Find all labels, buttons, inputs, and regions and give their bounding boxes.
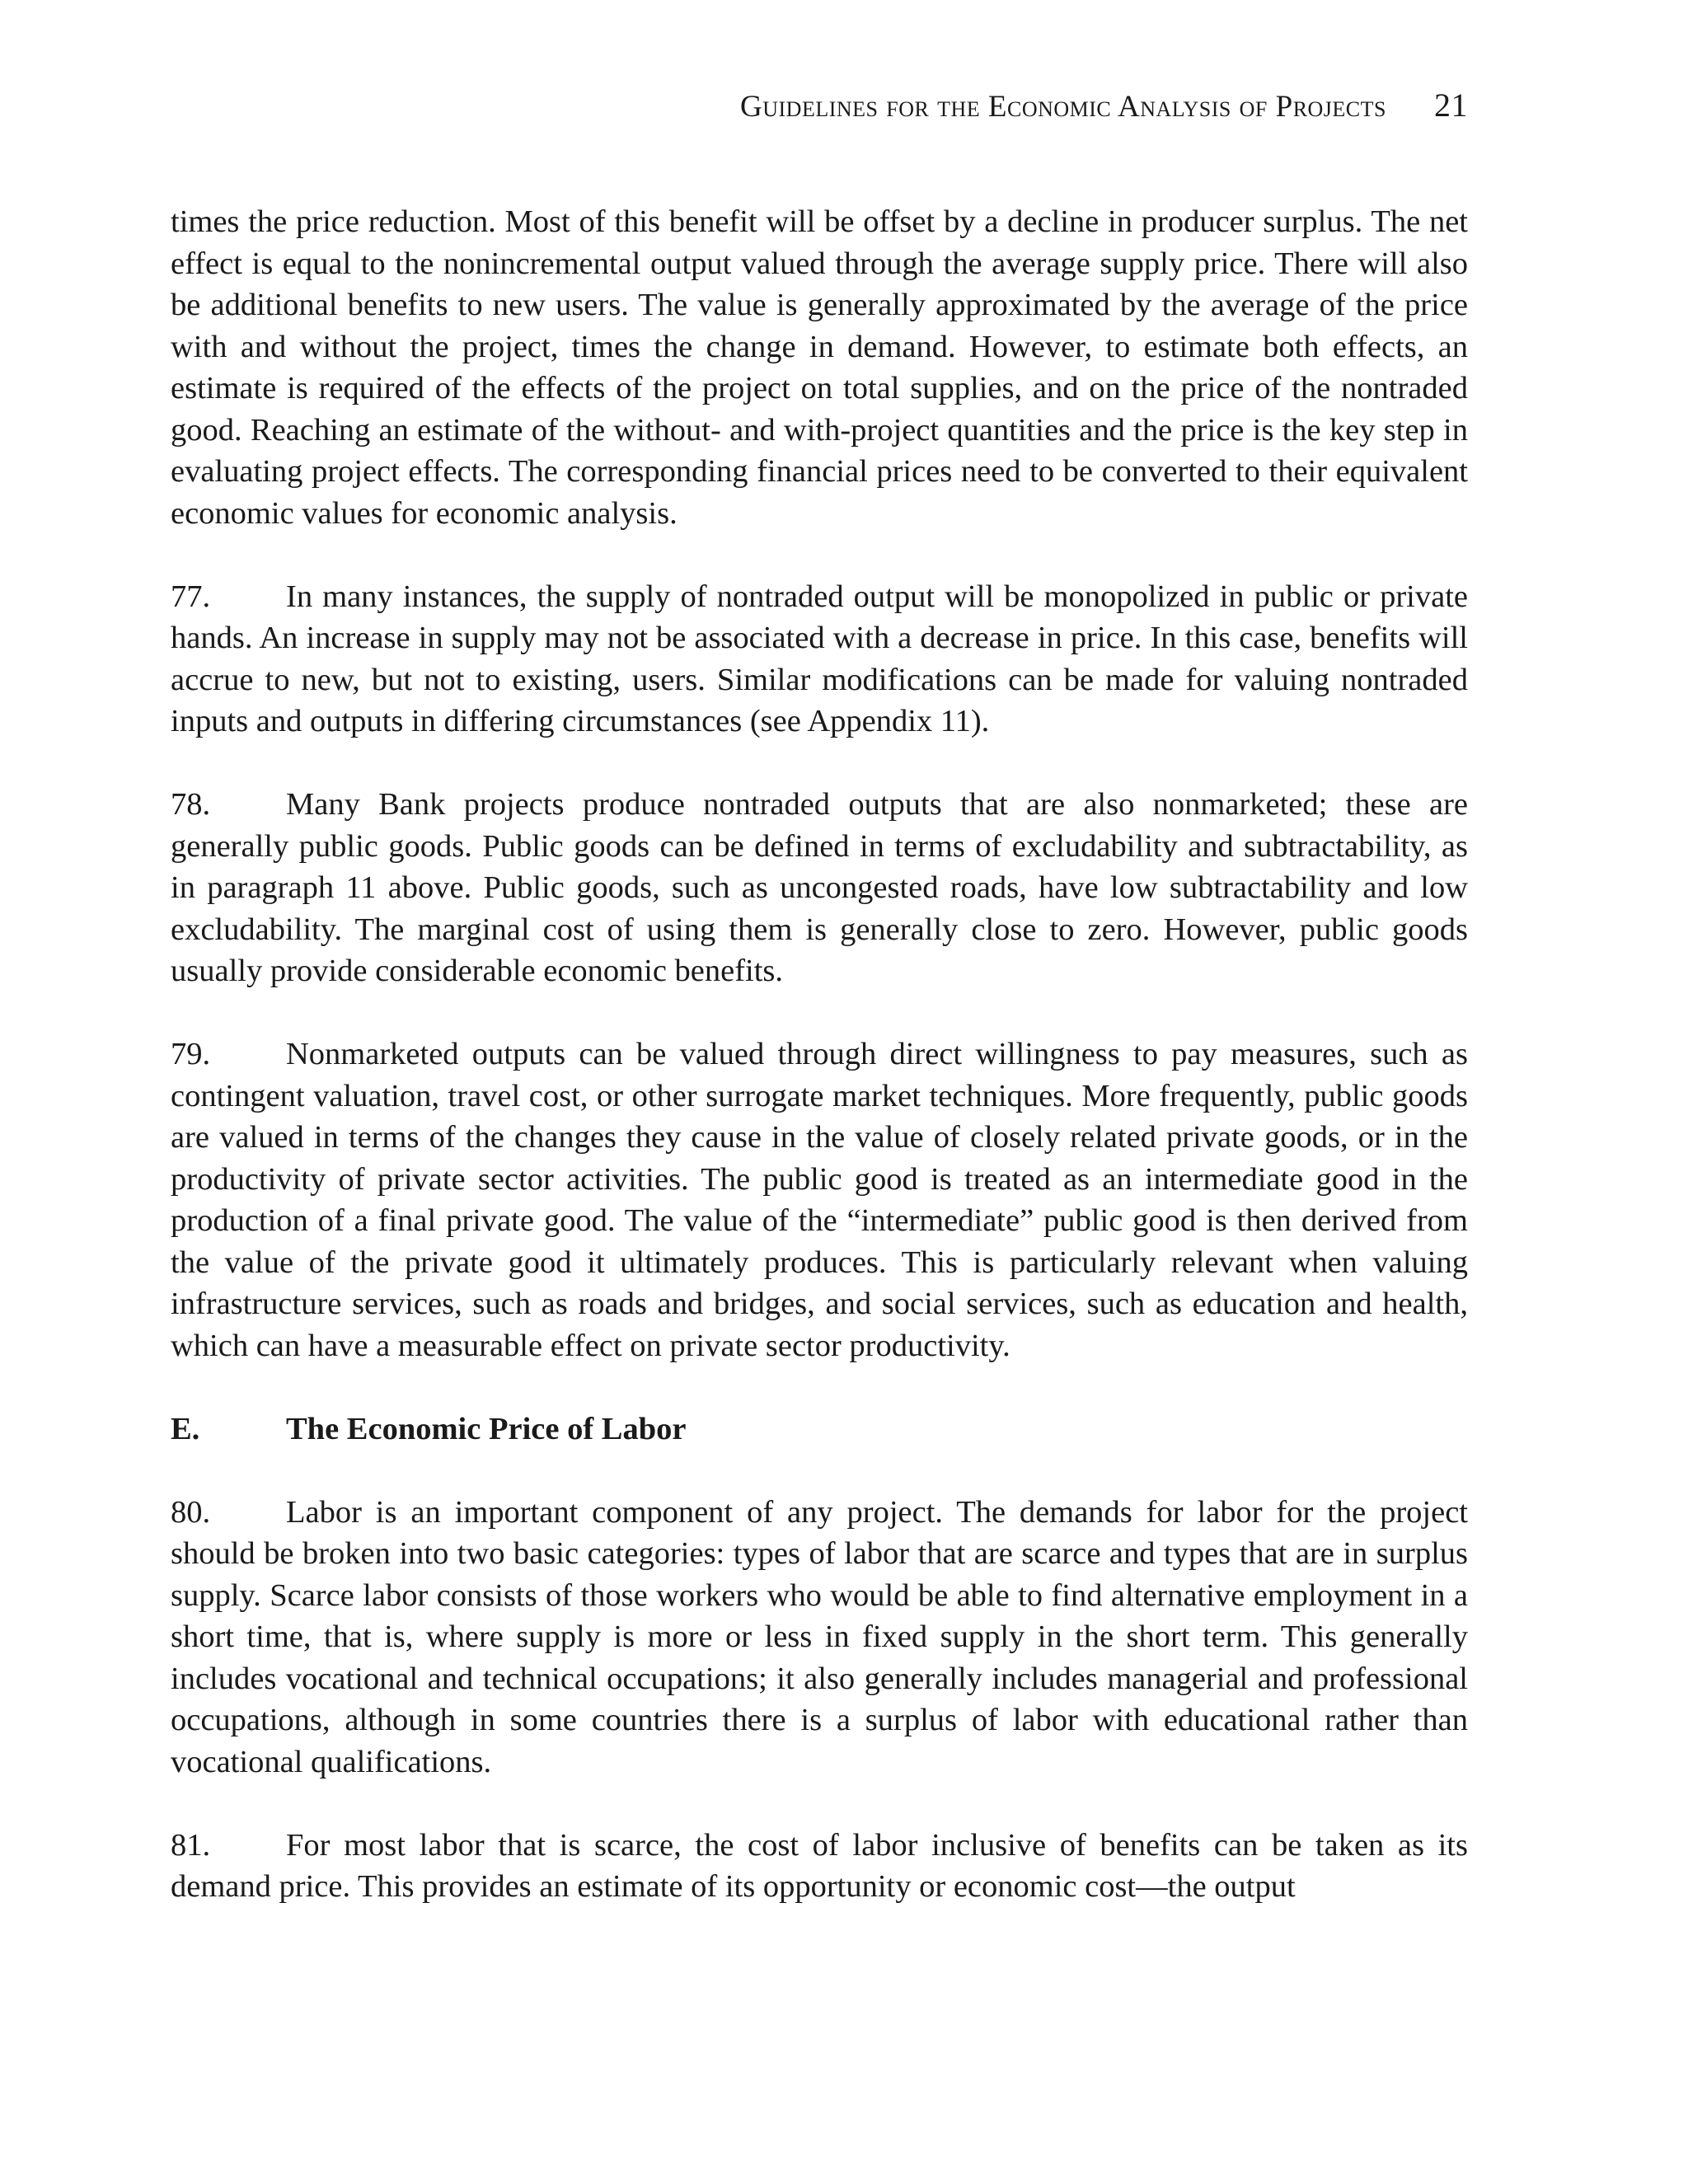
- paragraph-text: In many instances, the supply of nontraded output will be monopolized in public or private hands. An increase in supply may not be associated with a decrease in price. In this case, benefits will accrue to new, but not to existing, users. Similar modifications can be made for valuing nontraded inputs and outputs in differing circumstances (see Appendix 11).: [171, 579, 1468, 738]
- running-head-title: Guidelines for the Economic Analysis of Projects: [740, 90, 1386, 124]
- paragraph-79: [171, 1033, 1468, 1366]
- paragraph-number: 79.: [171, 1037, 211, 1071]
- paragraph-78: [171, 784, 1468, 992]
- paragraph-number: 81.: [171, 1827, 211, 1863]
- paragraph-text: Labor is an important component of any project. The demands for labor for the project should be broken into two basic categories: types of labor that are scarce and types that are in surplus supply. Scarce labor consists of those workers who would be able to find alternative employment in a short time, that is, where supply is more or less in fixed supply in the short term. This generally includes vocational and technical occupations; it also generally includes managerial and professional occupations, although in some countries there is a surplus of labor with educational rather than vocational qualifications.: [171, 1494, 1468, 1779]
- paragraph-81: [171, 1825, 1468, 1908]
- page-number: 21: [1434, 87, 1468, 124]
- paragraph-text: Many Bank projects produce nontraded outputs that are also nonmarketed; these are generally public goods. Public goods can be defined in terms of excludability and subtractability, as in paragraph 11 above. Public goods, such as uncongested roads, have low subtractability and low excludability. The marginal cost of using them is generally close to zero. However, public goods usually provide considerable economic benefits.: [171, 787, 1468, 988]
- paragraph-77: [171, 576, 1468, 743]
- paragraph-number: 78.: [171, 787, 211, 822]
- paragraph-76-continued: [171, 201, 1468, 534]
- paragraph-text: times the price reduction. Most of this benefit will be offset by a decline in producer surplus. The net effect is equal to the nonincremental output valued through the average supply price. There will also be additional benefits to new users. The value is generally approximated by the average of the price with and without the project, times the change in demand. However, to estimate both effects, an estimate is required of the effects of the project on total supplies, and on the price of the nontraded good. Reaching an estimate of the without- and with-project quantities and the price is the key step in evaluating project effects. The corresponding financial prices need to be converted to their equivalent economic values for economic analysis.: [171, 204, 1468, 531]
- section-title: The Economic Price of Labor: [286, 1411, 687, 1446]
- paragraph-80: [171, 1492, 1468, 1783]
- body-text: [171, 201, 1468, 1949]
- section-heading: [171, 1408, 1468, 1451]
- paragraph-text: Nonmarketed outputs can be valued through direct willingness to pay measures, such as contingent valuation, travel cost, or other surrogate market techniques. More frequently, public goods are valued in terms of the changes they cause in the value of closely related private goods, or in the productivity of private sector activities. The public good is treated as an intermediate good in the production of a final private good. The value of the “intermediate” public good is then derived from the value of the private good it ultimately produces. This is particularly relevant when valuing infrastructure services, such as roads and bridges, and social services, such as education and health, which can have a measurable effect on private sector productivity.: [171, 1037, 1468, 1363]
- paragraph-text: For most labor that is scarce, the cost of labor inclusive of benefits can be taken as its demand price. This provides an estimate of its opportunity or economic cost—the output: [171, 1827, 1468, 1904]
- paragraph-number: 77.: [171, 579, 211, 614]
- paragraph-number: 80.: [171, 1494, 211, 1530]
- section-letter: E.: [171, 1411, 200, 1446]
- running-head: [171, 86, 1468, 127]
